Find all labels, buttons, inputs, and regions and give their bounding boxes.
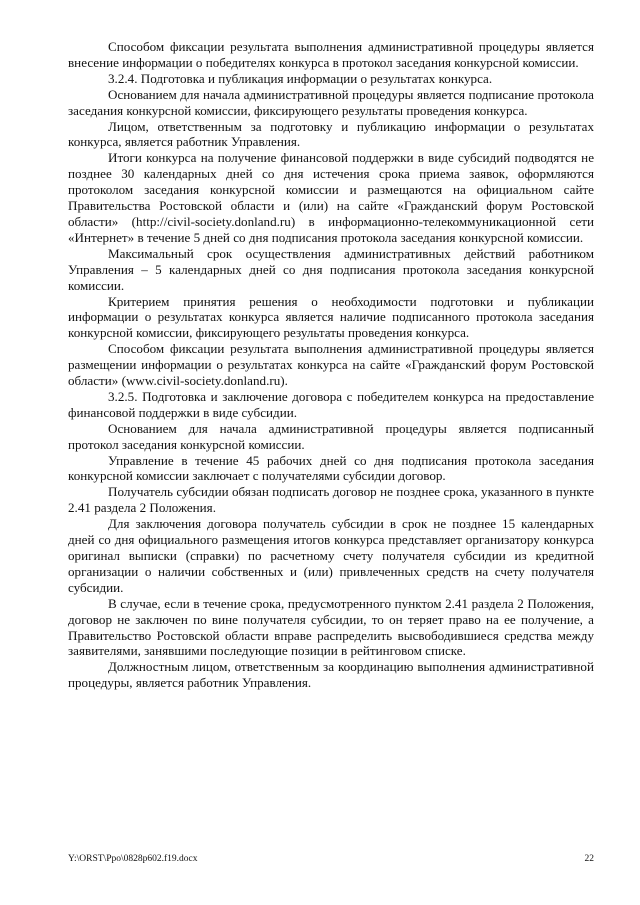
paragraph-basis-3-2-5: Основанием для начала административной процедуры является подписанный протокол заседания конкурсной комиссии. bbox=[68, 420, 594, 452]
footer-file-path: Y:\ORST\Ppo\0828p602.f19.docx bbox=[68, 854, 198, 864]
section-3-2-5-heading: 3.2.5. Подготовка и заключение договора с победителем конкурса на предоставление финансовой поддержки в виде субсидии. bbox=[68, 388, 594, 420]
paragraph-fixation-publication: Способом фиксации результата выполнения административной процедуры является размещении информации о результатах конкурса на сайте «Гражданский форум Ростовской области» (www.civil-society.donland.ru). bbox=[68, 341, 594, 389]
paragraph-responsible-person: Лицом, ответственным за подготовку и публикацию информации о результатах конкурса, является работник Управления. bbox=[68, 118, 594, 150]
paragraph-max-term: Максимальный срок осуществления административных действий работником Управления – 5 календарных дней со дня подписания протокола заседания конкурсной комиссии. bbox=[68, 245, 594, 293]
section-3-2-4-heading: 3.2.4. Подготовка и публикация информации о результатах конкурса. bbox=[108, 70, 493, 86]
document-body bbox=[68, 39, 594, 691]
paragraph-bank-statement: Для заключения договора получатель субсидии в срок не позднее 15 календарных дней со дня официального размещения итогов конкурса представляет организатору конкурса оригинал выписки (справки) по расчетному счету получателя субсидии из кредитной организации о наличии собственных и (или) привлеченных средств на счету получателя субсидии. bbox=[68, 516, 594, 595]
paragraph-contract-term: Управление в течение 45 рабочих дней со дня подписания протокола заседания конкурсной комиссии заключает с получателями субсидии договор. bbox=[68, 452, 594, 484]
paragraph-coordination-officer: Должностным лицом, ответственным за координацию выполнения административной процедуры, является работник Управления. bbox=[68, 659, 594, 691]
paragraph-decision-criterion: Критерием принятия решения о необходимости подготовки и публикации информации о результатах конкурса является наличие подписанного протокола заседания конкурсной комиссии, фиксирующего результаты проведения конкурса. bbox=[68, 293, 594, 341]
paragraph-basis-3-2-4: Основанием для начала административной процедуры является подписание протокола заседания конкурсной комиссии, фиксирующего результаты проведения конкурса. bbox=[68, 86, 594, 118]
paragraph-fixation-winners: Способом фиксации результата выполнения административной процедуры является внесение информации о победителях конкурса в протокол заседания конкурсной комиссии. bbox=[68, 39, 594, 70]
paragraph-contract-not-concluded: В случае, если в течение срока, предусмотренного пунктом 2.41 раздела 2 Положения, договор не заключен по вине получателя субсидии, то он теряет право на ее получение, а Правительство Ростовской области вправе распределить высвободившиеся средства между заявителями, занявшими последующие позиции в рейтинговом списке. bbox=[68, 595, 594, 659]
footer-page-number: 22 bbox=[584, 854, 594, 864]
paragraph-results-publication: Итоги конкурса на получение финансовой поддержки в виде субсидий подводятся не позднее 30 календарных дней со дня истечения срока приема заявок, оформляются протоколом заседания конкурсной комиссии и размещаются на официальном сайте Правительства Ростовской области и (или) на сайте «Гражданский форум Ростовской области» (http://civil-society.donland.ru) в информационно-телекоммуникационной сети «Интернет» в течение 5 дней со дня подписания протокола заседания конкурсной комиссии. bbox=[68, 150, 594, 245]
page-footer bbox=[68, 854, 594, 864]
paragraph-recipient-obligation: Получатель субсидии обязан подписать договор не позднее срока, указанного в пункте 2.41 раздела 2 Положения. bbox=[68, 484, 594, 516]
